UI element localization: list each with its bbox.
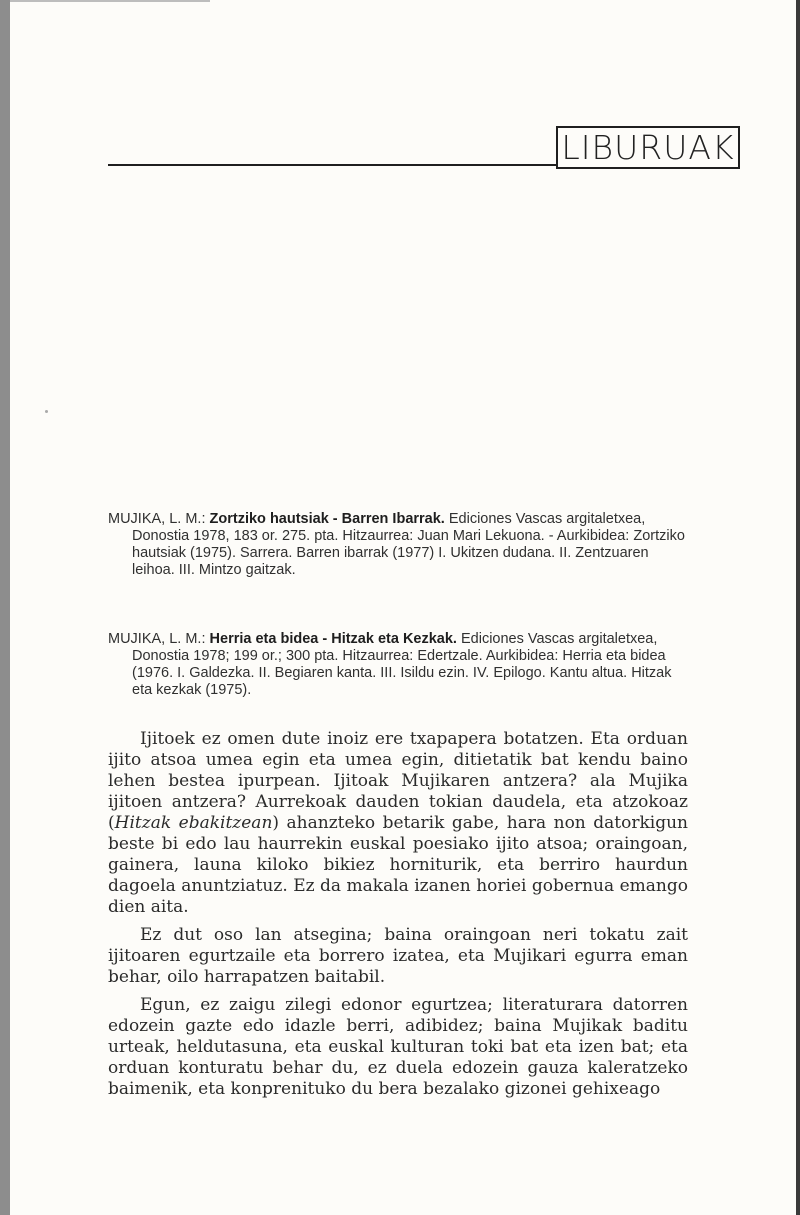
paragraph-text: ) ahanzteko betarik gabe, hara non datorkigun beste bi edo lau haurrekin euskal poesiako ijito atsoa; oraingoan, gainera, launa kiloko bikiez horniturik, eta berriro haurdun dagoela anuntziatuz. Ez da makala izanen horiei gobernua emango dien aita. — [108, 813, 688, 917]
scan-speck — [45, 410, 48, 413]
header-rule — [108, 164, 556, 166]
paragraph-text: Ijitoek ez omen dute inoiz ere txapapera botatzen. Eta orduan ijito atsoa umea egin eta umea egin, ditietatik bat kendu baino lehen bestea ipurpean. Ijitoak Mujikaren antzera? ala Mujika ijitoen antzera? Aurrekoak dauden tokian daudela, eta atzokoaz ( — [108, 729, 688, 833]
reference-author: MUJIKA, L. M.: — [108, 511, 206, 527]
scan-top-edge — [10, 0, 210, 2]
italic-title: Hitzak ebakitzean — [114, 813, 273, 833]
reference-author: MUJIKA, L. M.: — [108, 631, 206, 647]
scan-right-edge — [796, 0, 800, 1215]
review-paragraph: Egun, ez zaigu zilegi edonor egurtzea; literaturara datorren edozein gazte edo idazle berri, adibidez; baina Mujikak baditu urteak, heldutasuna, eta euskal kulturan toki bat eta izen bat; eta orduan konturatu behar du, ez duela edozein gauza kaleratzeko baimenik, eta konprenituko du bera bezalako gizonei gehixeago — [108, 995, 688, 1099]
section-title: LIBURUAK — [556, 126, 740, 169]
review-body — [108, 729, 688, 1107]
reference-title: Herria eta bidea - Hitzak eta Kezkak. — [209, 631, 457, 647]
reference-details: Ediciones Vascas argitaletxea, Donostia 1978, 183 or. 275. pta. Hitzaurrea: Juan Mari Lekuona. - Aurkibidea: Zortziko hautsiak (1975). Sarrera. Barren ibarrak (1977) I. Ukitzen dudana. II. Zentzuaren leihoa. III. Mintzo gaitzak. — [132, 511, 685, 578]
review-paragraph — [108, 729, 688, 918]
reference-details: Ediciones Vascas argitaletxea, Donostia 1978; 199 or.; 300 pta. Hitzaurrea: Edertzale. Aurkibidea: Herria eta bidea (1976. I. Galdezka. II. Begiaren kanta. III. Isildu ezin. IV. Epilogo. Kantu altua. Hitzak eta kezkak (1975). — [132, 631, 672, 698]
book-reference — [108, 631, 688, 699]
review-paragraph: Ez dut oso lan atsegina; baina oraingoan neri tokatu zait ijitoaren egurtzaile eta borrero izatea, eta Mujikari egurra eman behar, oilo harrapatzen baitabil. — [108, 925, 688, 987]
reference-title: Zortziko hautsiak - Barren Ibarrak. — [209, 511, 445, 527]
scan-left-edge — [0, 0, 10, 1215]
book-reference — [108, 511, 688, 579]
